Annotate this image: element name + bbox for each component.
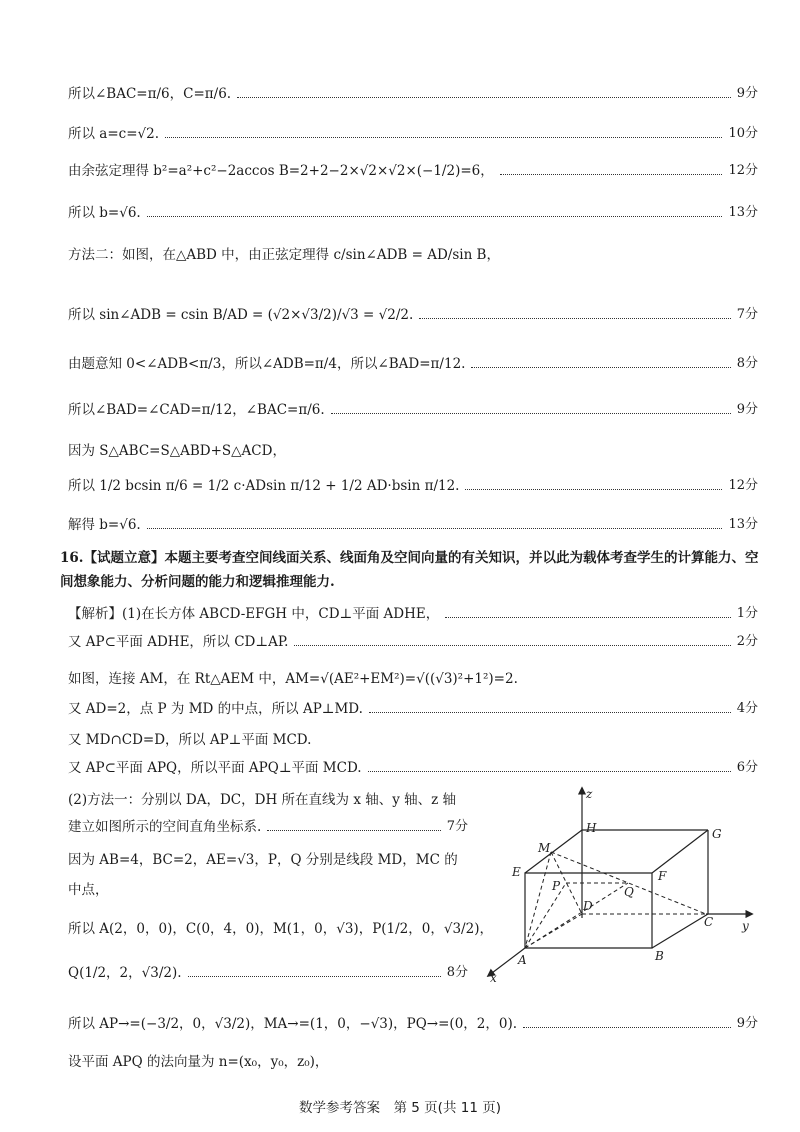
score: 10分 xyxy=(728,126,758,141)
solution-line: 由题意知 0<∠ADB<π/3，所以∠ADB=π/4，所以∠BAD=π/12. 8分 xyxy=(68,356,758,372)
solution-line: 所以 a=c=√2. 10分 xyxy=(68,126,758,142)
label-E: E xyxy=(512,865,521,879)
label-M: M xyxy=(538,841,551,855)
score: 7分 xyxy=(446,819,468,834)
solution-line: 如图，连接 AM，在 Rt△AEM 中，AM=√(AE²+EM²)=√((√3)²+1²)=2. xyxy=(68,671,518,687)
label-Q: Q xyxy=(624,885,634,899)
label-G: G xyxy=(712,827,722,841)
label-z: z xyxy=(586,787,593,801)
score: 6分 xyxy=(736,760,758,775)
solution-line: 所以 A(2，0，0)，C(0，4，0)，M(1，0，√3)，P(1/2，0，√3/2)， xyxy=(68,921,493,937)
solution-line: 又 AP⊂平面 ADHE，所以 CD⊥AP. 2分 xyxy=(68,634,758,650)
solution-line: 由余弦定理得 b²=a²+c²−2accos B=2+2−2×√2×√2×(−1/2)=6， 12分 xyxy=(68,163,758,179)
label-H: H xyxy=(586,821,597,835)
score: 12分 xyxy=(728,478,758,493)
edge-BC xyxy=(652,914,708,948)
solution-line: 建立如图所示的空间直角坐标系. 7分 xyxy=(68,819,468,835)
solution-line: 所以 1/2 bcsin π/6 = 1/2 c·ADsin π/12 + 1/2 AD·bsin π/12. 12分 xyxy=(68,478,758,494)
solution-line: 所以 AP→=(−3/2，0，√3/2)，MA→=(1，0，−√3)，PQ→=(0，2，0). 9分 xyxy=(68,1016,758,1032)
score: 9分 xyxy=(736,86,758,101)
score: 7分 xyxy=(736,307,758,322)
solution-line: 所以∠BAC=π/6，C=π/6. 9分 xyxy=(68,86,758,102)
score: 2分 xyxy=(736,634,758,649)
score: 13分 xyxy=(728,517,758,532)
question-16-intro: 16.【试题立意】本题主要考查空间线面关系、线面角及空间向量的有关知识，并以此为载体考查学生的计算能力、空间想象能力、分析问题的能力和逻辑推理能力. xyxy=(60,550,759,590)
label-y: y xyxy=(742,919,749,933)
solution-line: 又 AP⊂平面 APQ，所以平面 APQ⊥平面 MCD. 6分 xyxy=(68,760,758,776)
label-x: x xyxy=(490,971,497,985)
score: 13分 xyxy=(728,205,758,220)
score: 8分 xyxy=(446,965,468,980)
solution-line: Q(1/2，2，√3/2). 8分 xyxy=(68,965,468,981)
label-B: B xyxy=(655,949,664,963)
score: 12分 xyxy=(728,163,758,178)
label-C: C xyxy=(704,915,714,929)
solution-line: 所以 b=√6. 13分 xyxy=(68,205,758,221)
solution-line: 方法二：如图，在△ABD 中，由正弦定理得 c/sin∠ADB = AD/sin B， xyxy=(68,247,500,263)
solution-line: 【解析】(1)在长方体 ABCD-EFGH 中，CD⊥平面 ADHE， 1分 xyxy=(68,606,758,622)
solution-line: 所以 sin∠ADB = csin B/AD = (√2×√3/2)/√3 = √2/2. 7分 xyxy=(68,307,758,323)
segment-MA xyxy=(525,852,551,948)
edge-EH xyxy=(525,830,582,873)
score: 9分 xyxy=(736,1016,758,1031)
score: 9分 xyxy=(736,402,758,417)
edge-FG xyxy=(652,830,708,873)
label-F: F xyxy=(658,869,667,883)
solution-line: 又 AD=2，点 P 为 MD 的中点，所以 AP⊥MD. 4分 xyxy=(68,701,758,717)
score: 4分 xyxy=(736,701,758,716)
solution-line: (2)方法一：分别以 DA，DC，DH 所在直线为 x 轴、y 轴、z 轴 xyxy=(68,792,457,808)
cuboid-coordinate-figure xyxy=(470,780,770,990)
solution-line: 因为 AB=4，BC=2，AE=√3，P，Q 分别是线段 MD，MC 的 xyxy=(68,852,458,868)
solution-line: 设平面 APQ 的法向量为 n=(x₀，y₀，z₀)， xyxy=(68,1054,329,1070)
solution-line: 又 MD∩CD=D，所以 AP⊥平面 MCD. xyxy=(68,732,312,748)
solution-line: 所以∠BAD=∠CAD=π/12，∠BAC=π/6. 9分 xyxy=(68,402,758,418)
label-D: D xyxy=(583,899,593,913)
solution-line: 解得 b=√6. 13分 xyxy=(68,517,758,533)
solution-line: 中点， xyxy=(68,882,109,898)
score: 8分 xyxy=(736,356,758,371)
solution-line: 因为 S△ABC=S△ABD+S△ACD， xyxy=(68,443,286,459)
page-footer: 数学参考答案 第 5 页(共 11 页) xyxy=(299,1100,501,1116)
score: 1分 xyxy=(736,606,758,621)
label-P: P xyxy=(552,879,561,893)
label-A: A xyxy=(518,953,527,967)
